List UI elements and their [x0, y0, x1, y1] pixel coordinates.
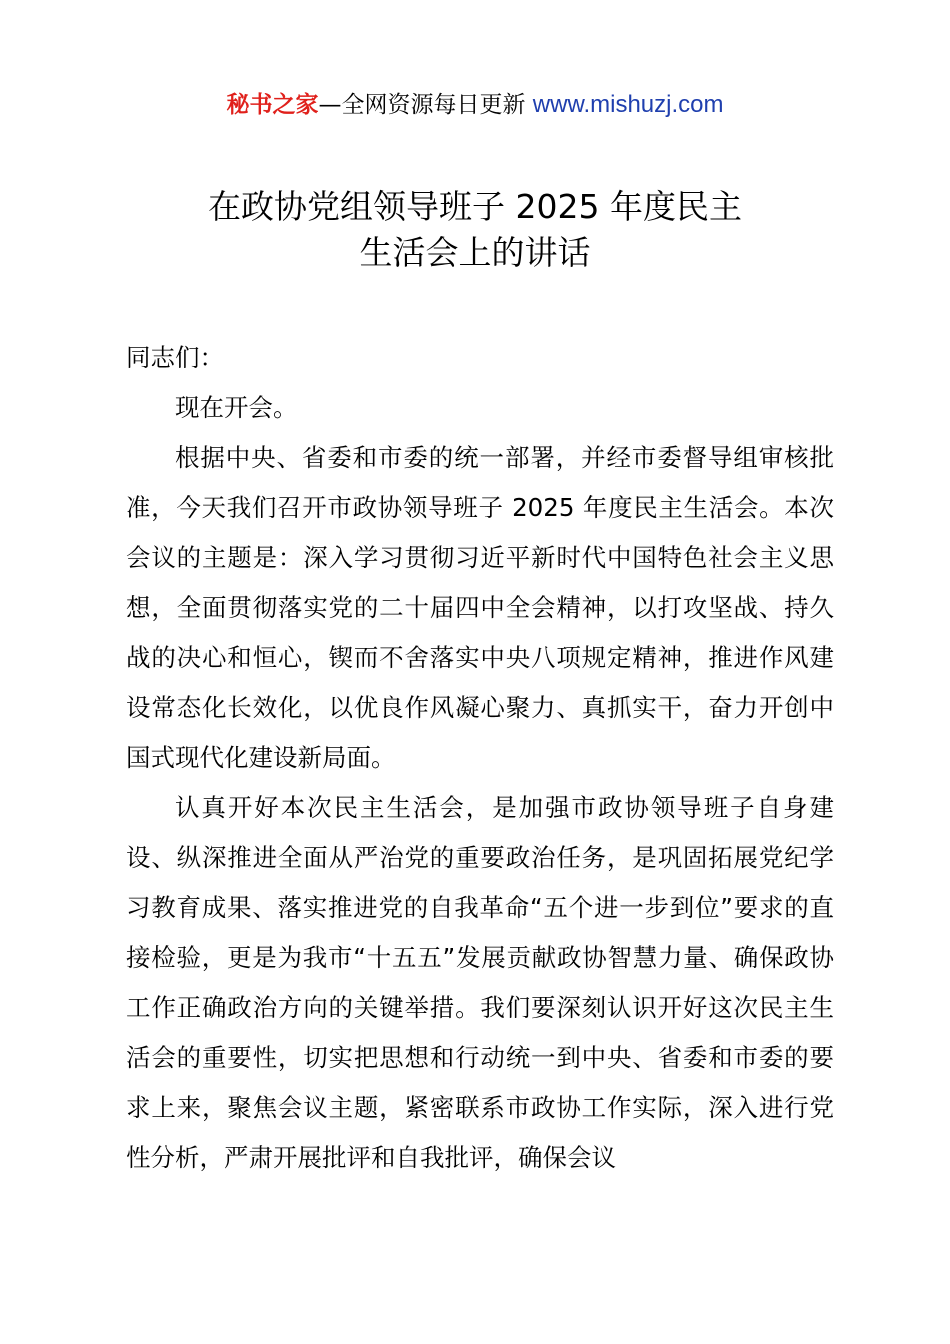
site-tagline: —全网资源每日更新	[318, 92, 533, 118]
site-url-link[interactable]: www.mishuzj.com	[532, 91, 724, 118]
document-body	[126, 333, 834, 1183]
paragraph-significance: 认真开好本次民主生活会，是加强市政协领导班子自身建设、纵深推进全面从严治党的重要政治任务，是巩固拓展党纪学习教育成果、落实推进党的自我革命“五个进一步到位”要求的直接检验，更是为我市“十五五”发展贡献政协智慧力量、确保政协工作正确政治方向的关键举措。我们要深刻认识开好这次民主生活会的重要性，切实把思想和行动统一到中央、省委和市委的要求上来，聚焦会议主题，紧密联系市政协工作实际，深入进行党性分析，严肃开展批评和自我批评，确保会议	[126, 793, 834, 1172]
site-header	[0, 88, 950, 122]
document-title	[0, 184, 950, 276]
salutation: 同志们：	[126, 343, 224, 372]
paragraph-opening: 现在开会。	[175, 393, 298, 422]
title-line-2: 生活会上的讲话	[359, 233, 591, 272]
paragraph-meeting-theme: 根据中央、省委和市委的统一部署，并经市委督导组审核批准，今天我们召开市政协领导班子 2025 年度民主生活会。本次会议的主题是：深入学习贯彻习近平新时代中国特色社会主义思想，全面贯彻落实党的二十届四中全会精神，以打攻坚战、持久战的决心和恒心，锲而不舍落实中央八项规定精神，推进作风建设常态化长效化，以优良作风凝心聚力、真抓实干，奋力开创中国式现代化建设新局面。	[126, 443, 834, 772]
site-brand: 秘书之家	[226, 92, 319, 118]
title-line-1: 在政协党组领导班子 2025 年度民主	[208, 187, 742, 226]
